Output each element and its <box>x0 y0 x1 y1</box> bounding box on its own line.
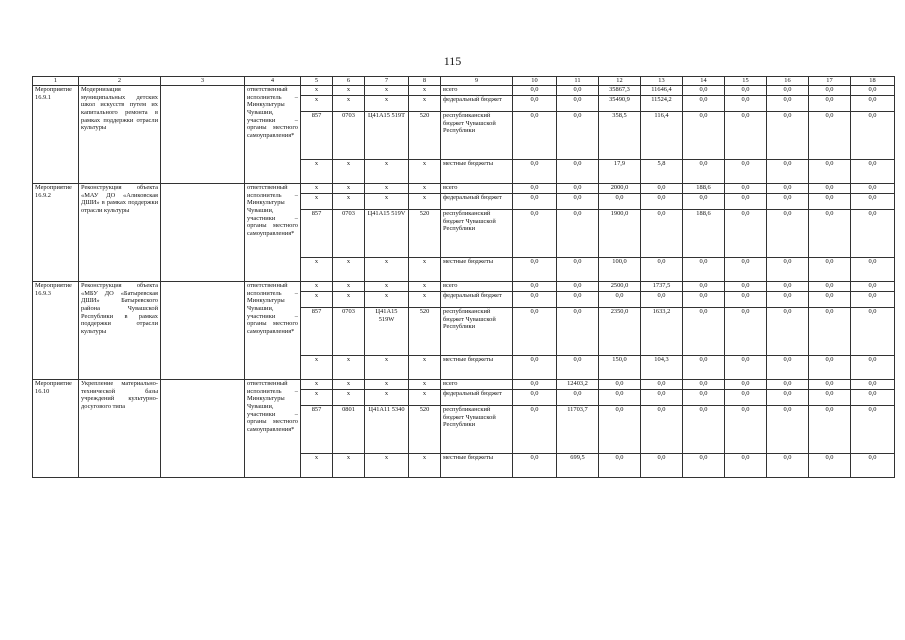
amount-cell: 0,0 <box>641 291 683 307</box>
amount-cell: 0,0 <box>513 85 557 95</box>
amount-cell: 0,0 <box>599 291 641 307</box>
amount-cell: 0,0 <box>809 291 851 307</box>
code-cell-c7: x <box>365 159 409 183</box>
code-cell-c5: x <box>301 379 333 389</box>
measure-empty <box>161 379 245 477</box>
column-header: 1 <box>33 77 79 86</box>
amount-cell: 0,0 <box>809 281 851 291</box>
amount-cell: 0,0 <box>513 159 557 183</box>
amount-cell: 0,0 <box>725 291 767 307</box>
amount-cell: 35867,3 <box>599 85 641 95</box>
amount-cell: 0,0 <box>641 183 683 193</box>
amount-cell: 0,0 <box>513 379 557 389</box>
amount-cell: 0,0 <box>767 95 809 111</box>
code-cell-c8: x <box>409 389 441 405</box>
amount-cell: 0,0 <box>513 95 557 111</box>
code-cell-c6: x <box>333 183 365 193</box>
amount-cell: 0,0 <box>809 159 851 183</box>
code-cell-c5: 857 <box>301 111 333 159</box>
measure-code: Мероприятие 16.9.2 <box>33 183 79 281</box>
column-header: 17 <box>809 77 851 86</box>
amount-cell: 0,0 <box>725 355 767 379</box>
amount-cell: 0,0 <box>767 453 809 477</box>
code-cell-c6: x <box>333 193 365 209</box>
amount-cell: 0,0 <box>725 183 767 193</box>
code-cell-c5: x <box>301 85 333 95</box>
amount-cell: 0,0 <box>641 209 683 257</box>
amount-cell: 0,0 <box>725 389 767 405</box>
amount-cell: 0,0 <box>809 209 851 257</box>
amount-cell: 0,0 <box>557 281 599 291</box>
amount-cell: 0,0 <box>557 307 599 355</box>
amount-cell: 0,0 <box>683 159 725 183</box>
amount-cell: 0,0 <box>513 453 557 477</box>
column-header: 9 <box>441 77 513 86</box>
amount-cell: 0,0 <box>851 405 895 453</box>
measure-responsible: ответственный исполнитель – Минкультуры Чувашии, участники – органы местного самоуправления* <box>245 281 301 379</box>
amount-cell: 0,0 <box>767 307 809 355</box>
funding-source: республиканский бюджет Чувашской Республики <box>441 307 513 355</box>
amount-cell: 0,0 <box>557 111 599 159</box>
code-cell-c6: x <box>333 453 365 477</box>
amount-cell: 0,0 <box>851 281 895 291</box>
budget-table <box>32 76 895 478</box>
amount-cell: 150,0 <box>599 355 641 379</box>
amount-cell: 0,0 <box>557 291 599 307</box>
code-cell-c6: x <box>333 85 365 95</box>
column-header: 7 <box>365 77 409 86</box>
amount-cell: 0,0 <box>851 183 895 193</box>
column-header: 8 <box>409 77 441 86</box>
measure-empty <box>161 85 245 183</box>
amount-cell: 0,0 <box>809 193 851 209</box>
amount-cell: 0,0 <box>725 453 767 477</box>
amount-cell: 0,0 <box>513 389 557 405</box>
code-cell-c6: 0703 <box>333 307 365 355</box>
code-cell-c6: x <box>333 281 365 291</box>
code-cell-c8: 520 <box>409 209 441 257</box>
column-header: 18 <box>851 77 895 86</box>
amount-cell: 0,0 <box>725 193 767 209</box>
measure-name: Реконструкция объекта «МБУ ДО «Батыревская ДШИ» Батыревского района Чувашской Республики в рамках поддержки отрасли культуры <box>79 281 161 379</box>
amount-cell: 0,0 <box>641 193 683 209</box>
amount-cell: 0,0 <box>767 405 809 453</box>
code-cell-c6: 0703 <box>333 111 365 159</box>
amount-cell: 116,4 <box>641 111 683 159</box>
amount-cell: 0,0 <box>641 379 683 389</box>
code-cell-c7: x <box>365 291 409 307</box>
amount-cell: 0,0 <box>809 183 851 193</box>
amount-cell: 0,0 <box>683 281 725 291</box>
code-cell-c5: x <box>301 193 333 209</box>
column-header: 11 <box>557 77 599 86</box>
amount-cell: 0,0 <box>809 389 851 405</box>
code-cell-c8: x <box>409 85 441 95</box>
amount-cell: 0,0 <box>725 95 767 111</box>
column-header: 15 <box>725 77 767 86</box>
amount-cell: 35490,9 <box>599 95 641 111</box>
amount-cell: 1633,2 <box>641 307 683 355</box>
amount-cell: 0,0 <box>809 453 851 477</box>
code-cell-c6: x <box>333 389 365 405</box>
measure-name: Модернизация муниципальных детских школ искусств путем их капитального ремонта в рамках поддержки отрасли культуры <box>79 85 161 183</box>
amount-cell: 0,0 <box>809 307 851 355</box>
amount-cell: 0,0 <box>513 111 557 159</box>
amount-cell: 11524,2 <box>641 95 683 111</box>
amount-cell: 699,5 <box>557 453 599 477</box>
amount-cell: 2500,0 <box>599 281 641 291</box>
code-cell-c7: x <box>365 85 409 95</box>
column-header: 4 <box>245 77 301 86</box>
code-cell-c7: x <box>365 355 409 379</box>
amount-cell: 0,0 <box>513 355 557 379</box>
code-cell-c6: x <box>333 379 365 389</box>
amount-cell: 0,0 <box>767 111 809 159</box>
amount-cell: 12403,2 <box>557 379 599 389</box>
amount-cell: 0,0 <box>809 355 851 379</box>
amount-cell: 0,0 <box>767 389 809 405</box>
column-header: 13 <box>641 77 683 86</box>
amount-cell: 0,0 <box>683 389 725 405</box>
amount-cell: 0,0 <box>599 379 641 389</box>
amount-cell: 0,0 <box>725 379 767 389</box>
amount-cell: 0,0 <box>725 257 767 281</box>
measure-empty <box>161 183 245 281</box>
funding-source: всего <box>441 85 513 95</box>
amount-cell: 0,0 <box>725 281 767 291</box>
amount-cell: 0,0 <box>683 95 725 111</box>
amount-cell: 0,0 <box>809 95 851 111</box>
funding-source: федеральный бюджет <box>441 193 513 209</box>
amount-cell: 0,0 <box>725 405 767 453</box>
amount-cell: 0,0 <box>683 193 725 209</box>
amount-cell: 0,0 <box>851 193 895 209</box>
funding-source: федеральный бюджет <box>441 389 513 405</box>
column-header: 5 <box>301 77 333 86</box>
column-header: 12 <box>599 77 641 86</box>
column-header: 2 <box>79 77 161 86</box>
funding-source: республиканский бюджет Чувашской Республики <box>441 405 513 453</box>
amount-cell: 0,0 <box>557 389 599 405</box>
measure-responsible: ответственный исполнитель – Минкультуры Чувашии, участники – органы местного самоуправления* <box>245 183 301 281</box>
amount-cell: 0,0 <box>513 281 557 291</box>
code-cell-c5: x <box>301 159 333 183</box>
amount-cell: 0,0 <box>809 111 851 159</box>
amount-cell: 0,0 <box>767 85 809 95</box>
amount-cell: 11703,7 <box>557 405 599 453</box>
amount-cell: 0,0 <box>767 355 809 379</box>
amount-cell: 0,0 <box>851 209 895 257</box>
amount-cell: 0,0 <box>725 85 767 95</box>
measure-responsible: ответственный исполнитель – Минкультуры Чувашии, участники – органы местного самоуправления* <box>245 85 301 183</box>
amount-cell: 0,0 <box>683 307 725 355</box>
column-header: 16 <box>767 77 809 86</box>
code-cell-c8: x <box>409 95 441 111</box>
funding-source: федеральный бюджет <box>441 95 513 111</box>
amount-cell: 0,0 <box>599 405 641 453</box>
amount-cell: 0,0 <box>725 307 767 355</box>
amount-cell: 1737,5 <box>641 281 683 291</box>
code-cell-c8: 520 <box>409 111 441 159</box>
code-cell-c6: x <box>333 95 365 111</box>
amount-cell: 0,0 <box>599 453 641 477</box>
amount-cell: 0,0 <box>851 453 895 477</box>
amount-cell: 0,0 <box>557 159 599 183</box>
amount-cell: 2350,0 <box>599 307 641 355</box>
table-row <box>33 281 895 291</box>
code-cell-c6: x <box>333 159 365 183</box>
code-cell-c8: x <box>409 291 441 307</box>
column-header: 6 <box>333 77 365 86</box>
amount-cell: 0,0 <box>557 257 599 281</box>
amount-cell: 0,0 <box>809 85 851 95</box>
code-cell-c8: x <box>409 193 441 209</box>
code-cell-c8: x <box>409 379 441 389</box>
amount-cell: 0,0 <box>851 111 895 159</box>
amount-cell: 0,0 <box>725 159 767 183</box>
amount-cell: 0,0 <box>599 193 641 209</box>
amount-cell: 0,0 <box>809 379 851 389</box>
amount-cell: 0,0 <box>641 405 683 453</box>
amount-cell: 0,0 <box>557 355 599 379</box>
funding-source: всего <box>441 281 513 291</box>
code-cell-c8: 520 <box>409 405 441 453</box>
amount-cell: 0,0 <box>809 405 851 453</box>
amount-cell: 188,6 <box>683 183 725 193</box>
amount-cell: 0,0 <box>767 379 809 389</box>
code-cell-c5: x <box>301 453 333 477</box>
code-cell-c5: x <box>301 355 333 379</box>
code-cell-c7: x <box>365 257 409 281</box>
code-cell-c5: x <box>301 281 333 291</box>
code-cell-c7: x <box>365 95 409 111</box>
amount-cell: 0,0 <box>557 95 599 111</box>
code-cell-c7: Ц41А11 5340 <box>365 405 409 453</box>
code-cell-c6: 0703 <box>333 209 365 257</box>
amount-cell: 0,0 <box>725 209 767 257</box>
amount-cell: 0,0 <box>683 291 725 307</box>
amount-cell: 0,0 <box>683 85 725 95</box>
code-cell-c7: x <box>365 281 409 291</box>
funding-source: местные бюджеты <box>441 257 513 281</box>
code-cell-c8: x <box>409 355 441 379</box>
code-cell-c5: x <box>301 389 333 405</box>
funding-source: всего <box>441 379 513 389</box>
funding-source: местные бюджеты <box>441 355 513 379</box>
amount-cell: 0,0 <box>513 209 557 257</box>
page-number: 115 <box>443 54 462 68</box>
amount-cell: 0,0 <box>683 405 725 453</box>
amount-cell: 0,0 <box>767 281 809 291</box>
amount-cell: 0,0 <box>513 291 557 307</box>
code-cell-c5: x <box>301 183 333 193</box>
code-cell-c7: Ц41А15 519V <box>365 209 409 257</box>
amount-cell: 0,0 <box>767 193 809 209</box>
amount-cell: 0,0 <box>851 159 895 183</box>
amount-cell: 188,6 <box>683 209 725 257</box>
measure-name: Укрепление материально-технической базы учреждений культурно-досугового типа <box>79 379 161 477</box>
amount-cell: 0,0 <box>851 355 895 379</box>
code-cell-c6: x <box>333 355 365 379</box>
code-cell-c5: 857 <box>301 405 333 453</box>
measure-responsible: ответственный исполнитель – Минкультуры Чувашии, участники – органы местного самоуправления* <box>245 379 301 477</box>
code-cell-c6: x <box>333 257 365 281</box>
table-row <box>33 85 895 95</box>
measure-code: Мероприятие 16.9.3 <box>33 281 79 379</box>
amount-cell: 0,0 <box>513 307 557 355</box>
amount-cell: 0,0 <box>599 389 641 405</box>
code-cell-c8: x <box>409 159 441 183</box>
measure-name: Реконструкция объекта «МАУ ДО «Аликовская ДШИ» в рамках поддержки отрасли культуры <box>79 183 161 281</box>
code-cell-c8: x <box>409 453 441 477</box>
amount-cell: 2000,0 <box>599 183 641 193</box>
amount-cell: 0,0 <box>725 111 767 159</box>
amount-cell: 0,0 <box>767 159 809 183</box>
code-cell-c6: 0801 <box>333 405 365 453</box>
code-cell-c7: x <box>365 379 409 389</box>
table-row <box>33 183 895 193</box>
amount-cell: 0,0 <box>513 257 557 281</box>
funding-source: всего <box>441 183 513 193</box>
amount-cell: 17,9 <box>599 159 641 183</box>
amount-cell: 0,0 <box>809 257 851 281</box>
code-cell-c5: x <box>301 95 333 111</box>
amount-cell: 0,0 <box>767 291 809 307</box>
code-cell-c6: x <box>333 291 365 307</box>
table-row <box>33 379 895 389</box>
amount-cell: 0,0 <box>851 379 895 389</box>
amount-cell: 0,0 <box>513 405 557 453</box>
amount-cell: 0,0 <box>683 111 725 159</box>
code-cell-c7: x <box>365 193 409 209</box>
code-cell-c7: x <box>365 389 409 405</box>
code-cell-c5: x <box>301 291 333 307</box>
funding-source: республиканский бюджет Чувашской Республики <box>441 209 513 257</box>
amount-cell: 0,0 <box>641 257 683 281</box>
amount-cell: 100,0 <box>599 257 641 281</box>
amount-cell: 0,0 <box>513 183 557 193</box>
amount-cell: 0,0 <box>683 453 725 477</box>
amount-cell: 0,0 <box>683 355 725 379</box>
code-cell-c5: 857 <box>301 209 333 257</box>
code-cell-c5: 857 <box>301 307 333 355</box>
amount-cell: 0,0 <box>851 307 895 355</box>
column-header: 10 <box>513 77 557 86</box>
column-header: 3 <box>161 77 245 86</box>
funding-source: федеральный бюджет <box>441 291 513 307</box>
amount-cell: 0,0 <box>767 257 809 281</box>
funding-source: республиканский бюджет Чувашской Республики <box>441 111 513 159</box>
amount-cell: 0,0 <box>851 291 895 307</box>
amount-cell: 0,0 <box>557 193 599 209</box>
amount-cell: 11646,4 <box>641 85 683 95</box>
code-cell-c7: x <box>365 183 409 193</box>
code-cell-c7: x <box>365 453 409 477</box>
amount-cell: 0,0 <box>513 193 557 209</box>
funding-source: местные бюджеты <box>441 159 513 183</box>
code-cell-c7: Ц41А15 519Т <box>365 111 409 159</box>
funding-source: местные бюджеты <box>441 453 513 477</box>
amount-cell: 5,8 <box>641 159 683 183</box>
amount-cell: 104,3 <box>641 355 683 379</box>
amount-cell: 0,0 <box>851 85 895 95</box>
amount-cell: 0,0 <box>851 257 895 281</box>
column-header: 14 <box>683 77 725 86</box>
measure-empty <box>161 281 245 379</box>
amount-cell: 0,0 <box>767 183 809 193</box>
amount-cell: 0,0 <box>683 257 725 281</box>
measure-code: Мероприятие 16.9.1 <box>33 85 79 183</box>
code-cell-c8: 520 <box>409 307 441 355</box>
amount-cell: 0,0 <box>641 453 683 477</box>
amount-cell: 0,0 <box>767 209 809 257</box>
table-body <box>33 85 895 477</box>
amount-cell: 0,0 <box>851 95 895 111</box>
code-cell-c8: x <box>409 183 441 193</box>
code-cell-c5: x <box>301 257 333 281</box>
code-cell-c8: x <box>409 257 441 281</box>
table-header <box>33 77 895 86</box>
amount-cell: 358,5 <box>599 111 641 159</box>
amount-cell: 0,0 <box>557 183 599 193</box>
amount-cell: 0,0 <box>557 209 599 257</box>
code-cell-c8: x <box>409 281 441 291</box>
amount-cell: 0,0 <box>557 85 599 95</box>
amount-cell: 1900,0 <box>599 209 641 257</box>
amount-cell: 0,0 <box>851 389 895 405</box>
amount-cell: 0,0 <box>683 379 725 389</box>
code-cell-c7: Ц41А15 519W <box>365 307 409 355</box>
measure-code: Мероприятие 16.10 <box>33 379 79 477</box>
amount-cell: 0,0 <box>641 389 683 405</box>
